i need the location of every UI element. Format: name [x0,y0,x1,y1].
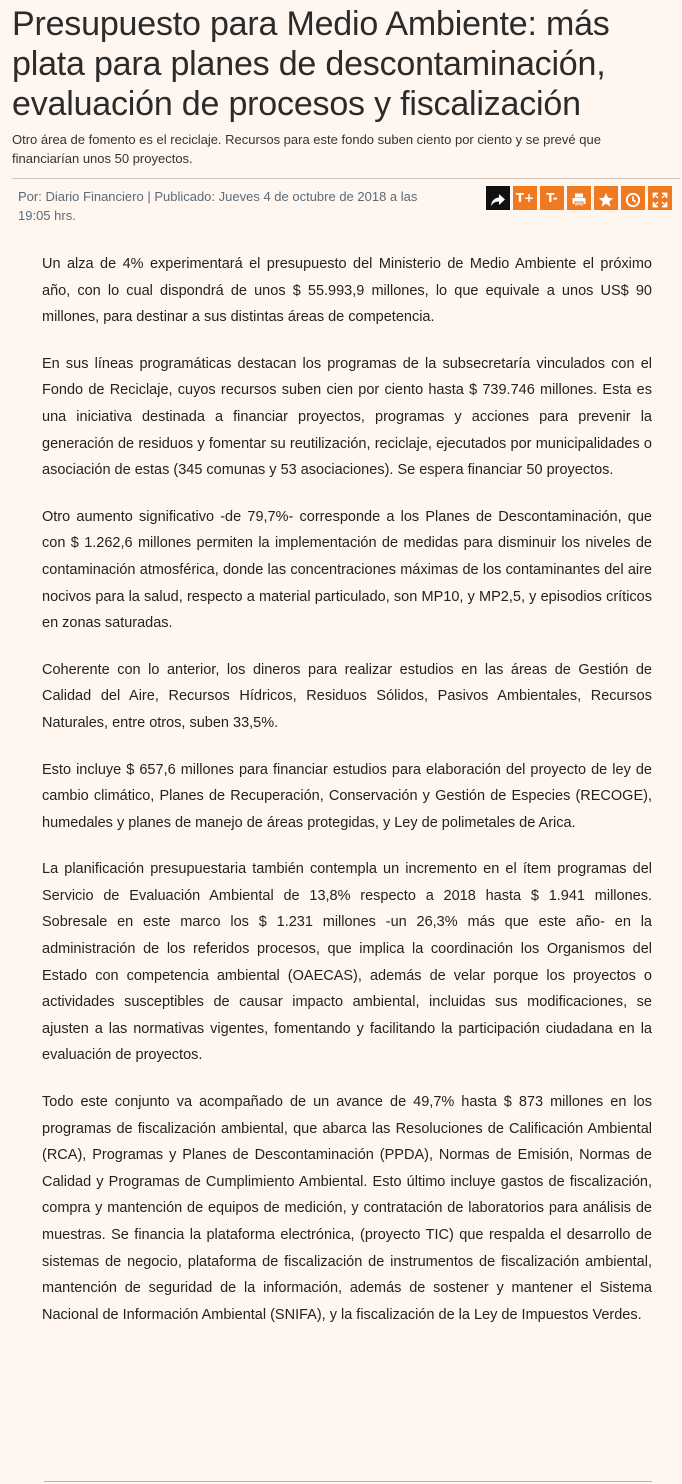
clock-button[interactable] [621,186,645,210]
article-paragraph: Coherente con lo anterior, los dineros para realizar estudios en las áreas de Gestión de Calidad del Aire, Recursos Hídricos, Residuos Sólidos, Pasivos Ambientales, Recursos Naturales, entre otros, suben 33,5%. [42,661,652,731]
bottom-divider [44,1481,652,1482]
printer-icon [571,192,587,208]
star-icon [598,192,614,208]
article-paragraph: Otro aumento significativo -de 79,7%- corresponde a los Planes de Descontaminación, que con $ 1.262,6 millones permiten la implementación de medidas para disminuir los niveles de contaminación atmosférica, donde las concentraciones máximas de los contaminantes del aire nocivos para la salud, respecto a material particulado, son MP10, y MP2,5, y episodios críticos en zonas saturadas. [42,508,652,632]
article-paragraph: En sus líneas programáticas destacan los programas de la subsecretaría vinculados con el Fondo de Reciclaje, cuyos recursos suben cien por ciento hasta $ 739.746 millones. Esta es una iniciativa destinada a financiar proyectos, programas y acciones para prevenir la generación de residuos y fomentar su reutilización, reciclaje, ejecutados por municipalidades o asociación de estas (345 comunas y 53 asociaciones). Se espera financiar 50 proyectos. [42,355,652,479]
clock-icon [625,192,641,208]
meta-bar [12,178,680,237]
text-bigger-button[interactable]: T+ [513,186,537,210]
article-paragraph: Todo este conjunto va acompañado de un avance de 49,7% hasta $ 873 millones en los programas de fiscalización ambiental, que abarca las Resoluciones de Calificación Ambiental (RCA), Programas y Planes de Descontaminación (PPDA), Normas de Emisión, Normas de Calidad y Programas de Cumplimiento Ambiental. Esto último incluye gastos de fiscalización, compra y mantención de equipos de medición, y contratación de laboratorios para análisis de muestras. Se financia la plataforma electrónica, (proyecto TIC) que respalda el desarrollo de sistemas de negocio, plataforma de fiscalización de instrumentos de fiscalización ambiental, mantención de seguridad de la información, además de sostener y mantener el Sistema Nacional de Información Ambiental (SNIFA), y la fiscalización de la Ley de Impuestos Verdes. [42,1094,652,1323]
expand-icon [652,192,668,208]
article-paragraph: Esto incluye $ 657,6 millones para financiar estudios para elaboración del proyecto de ley de cambio climático, Planes de Recuperación, Conservación y Gestión de Especies (RECOGE), humedales y planes de manejo de áreas protegidas, y Ley de polimetales de Arica. [42,761,652,831]
article-paragraph: La planificación presupuestaria también contempla un incremento en el ítem programas del Servicio de Evaluación Ambiental de 13,8% respecto a 2018 hasta $ 1.941 millones. Sobresale en este marco los $ 1.231 millones -un 26,3% más que este año- en la administración de los referidos procesos, que implica la coordinación los Organismos del Estado con competencia ambiental (OAECAS), además de velar porque los proyectos o actividades susceptibles de causar impacto ambiental, incluidas sus modificaciones, se ajusten a las normativas vigentes, fomentando y facilitando la participación ciudadana en la evaluación de proyectos. [42,861,652,1064]
article-paragraph: Un alza de 4% experimentará el presupuesto del Ministerio de Medio Ambiente el próximo año, con lo cual dispondrá de unos $ 55.993,9 millones, lo que equivale a unos US$ 90 millones, para destinar a sus distintas áreas de competencia. [42,256,652,326]
article-body [42,251,652,1328]
fullscreen-button[interactable] [648,186,672,210]
favorite-button[interactable] [594,186,618,210]
share-arrow-icon [490,192,506,208]
article-byline: Por: Diario Financiero | Publicado: Jueves 4 de octubre de 2018 a las 19:05 hrs. [18,189,418,223]
text-smaller-button[interactable]: T- [540,186,564,210]
share-button[interactable] [486,186,510,210]
article-toolbar [486,186,672,210]
print-button[interactable] [567,186,591,210]
article-headline: Presupuesto para Medio Ambiente: más plata para planes de descontaminación, evaluación de procesos y fiscalización [12,5,610,123]
article-lead: Otro área de fomento es el reciclaje. Recursos para este fondo suben ciento por ciento y se prevé que financiarían unos 50 proyectos. [12,132,601,166]
